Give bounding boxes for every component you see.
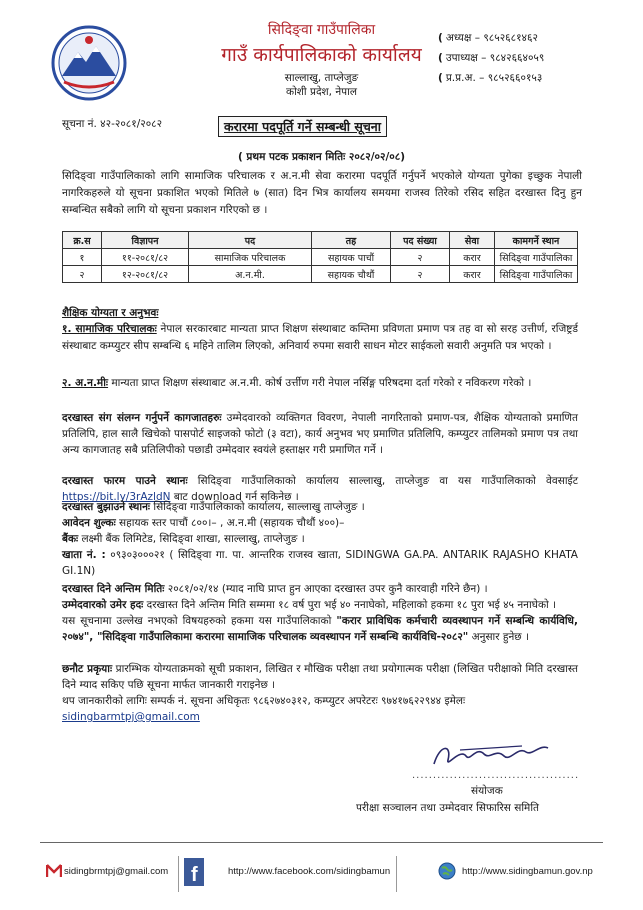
mail-icon bbox=[46, 864, 62, 878]
intro-paragraph: सिदिङ्वा गाउँपालिकाको लागि सामाजिक परिचालक र अ.न.मी सेवा करारमा पदपूर्ति गर्नुपर्ने भएकोले योग्यता पुगेका इच्छुक नेपाली नागरिकहरुले यो सूचना प्रकाशित भएको मितिले ७ (सात) दिन भित्र कार्यालय समयमा राजस्व तिरेको रसिद सहित दरखास्त दिनु हुन सम्बन्धित सबैको लागि यो सूचना प्रकाशन गरिएको छ । bbox=[62, 170, 582, 216]
cell: २ bbox=[391, 266, 450, 283]
footer-separator bbox=[178, 856, 179, 892]
account-number bbox=[62, 547, 578, 579]
cell: १ bbox=[63, 249, 102, 266]
submission-location bbox=[62, 499, 578, 515]
table-row bbox=[63, 266, 578, 283]
facebook-icon bbox=[184, 858, 204, 886]
col-level: तह bbox=[312, 232, 391, 249]
application-fee bbox=[62, 515, 578, 531]
notice-title: करारमा पदपूर्ति गर्ने सम्बन्धी सूचना bbox=[218, 116, 387, 137]
col-sn: क्र.स bbox=[63, 232, 102, 249]
docs-text: उम्मेदवारको व्यक्तिगत विवरण, नेपाली नागरिताको प्रमाण-पत्र, शैक्षिक योग्यताको प्रमाणित प्रतिलिपि, हाल सालै खिचेको पासपोर्ट साइजको फोटो (३ वटा), कार्य अनुभव भए प्रमाणित प्रतिलिपि, कम्प्युटर तालिमको प्रमाण पत्र तथा अन्य कागजातह सबै प्रतिलिपीको पछाडी उम्मेदवार स्वयंले हस्ताक्षर गरी प्रमाणित गर्ने । bbox=[62, 412, 579, 456]
bank-label: बैंकः bbox=[62, 533, 79, 545]
docs-label: दरखास्त संग संलग्न गर्नुपर्ने कागजातहरुः bbox=[62, 412, 222, 424]
cell: सहायक चौथौं bbox=[312, 266, 391, 283]
contact-email-row bbox=[62, 709, 578, 725]
service-rule bbox=[62, 613, 578, 645]
footer-separator bbox=[396, 856, 397, 892]
cell: १२-२०८१/८२ bbox=[102, 266, 189, 283]
fee-text: सहायक स्तर पाचौं ८००।– , अ.न.मी (सहायक चौथौं ४००)– bbox=[119, 517, 345, 529]
publication-date: ( प्रथम पटक प्रकाशन मितिः २०८२/०२/०८) bbox=[237, 151, 406, 163]
qualification-label: १. सामाजिक परिचालकः bbox=[62, 323, 157, 335]
selection-label: छनौट प्रकृयाः bbox=[62, 663, 113, 675]
office-name: गाउँ कार्यपालिकाको कार्यालय bbox=[221, 44, 422, 66]
contact-email-link[interactable]: sidingbarmtpj@gmail.com bbox=[62, 711, 200, 723]
qualification-text: नेपाल सरकारबाट मान्यता प्राप्त शिक्षण संस्थाबाट कम्तिमा प्रविणता प्रमाण पत्र तह वा सो सरह उत्तीर्ण, रजिष्ट्रर्ड संस्थाबाट कम्प्युटर सीप सम्बन्धि ६ महिने तालिम लिएको, अनिवार्य रुपमा सवारी साधन मोटर साईकलो सवारी अनुमति पत्र भएको । bbox=[62, 323, 579, 352]
col-advert: विज्ञापन bbox=[102, 232, 189, 249]
qualification-item bbox=[62, 375, 578, 392]
col-service: सेवा bbox=[450, 232, 495, 249]
footer-divider bbox=[40, 842, 603, 843]
qualification-label: २. अ.न.मीः bbox=[62, 377, 109, 389]
col-count: पद संख्या bbox=[391, 232, 450, 249]
account-label: खाता नं. : bbox=[62, 549, 106, 561]
cell: करार bbox=[450, 266, 495, 283]
age-label: उम्मेदवारको उमेर हदः bbox=[62, 599, 144, 611]
age-limit bbox=[62, 597, 578, 613]
deadline-label: दरखास्त दिने अन्तिम मितिः bbox=[62, 583, 165, 595]
vacancy-table bbox=[62, 231, 578, 283]
table-header-row bbox=[63, 232, 578, 249]
enquiry-label: दरखास्त बुझाउने स्थानः bbox=[62, 501, 151, 513]
selection-text: प्रारम्भिक योग्यताक्रमको सूची प्रकाशन, लिखित र मौखिक परीक्षा तथा प्रयोगात्मक परीक्षा (लिखित परीक्षाको मिति दरखास्त दिने म्याद सकिए पछि सूचना मार्फत जानकारी गराइनेछ । bbox=[62, 663, 578, 691]
contact-list bbox=[438, 28, 544, 88]
deadline-text: २०८१/०२/१४ (म्याद नाघि प्राप्त हुन आएका दरखास्त उपर कुनै कारवाही गरिने छैन) । bbox=[167, 583, 488, 595]
age-text: दरखास्त दिने अन्तिम मिति सम्ममा १८ वर्ष पुरा भई ४० ननाघेको, महिलाको हकमा १८ पुरा भई ४५ ननाघेको । bbox=[146, 599, 557, 611]
table-row bbox=[63, 249, 578, 266]
signature-line: ........................................ bbox=[412, 770, 580, 781]
deadline bbox=[62, 581, 578, 597]
cell: करार bbox=[450, 249, 495, 266]
service-rule-procedure: "करार प्राविधिक कर्मचारी व्यवस्थापन गर्ने सम्बन्धि कार्यविधि, २०७४", "सिदिङ्वा गाउँपालिकामा करारमा सामाजिक परिचालक व्यवस्थापन गर्ने सम्बन्धि कार्यविधि-२०८२" bbox=[62, 615, 579, 643]
org-header bbox=[0, 20, 643, 99]
coordinator-title: संयोजक bbox=[471, 785, 503, 797]
fee-label: आवेदन शुल्कः bbox=[62, 517, 116, 529]
form-label: दरखास्त फारम पाउने स्थानः bbox=[62, 475, 188, 487]
bank-info bbox=[62, 531, 578, 547]
footer-facebook-link[interactable]: http://www.facebook.com/sidingbamun bbox=[228, 866, 391, 877]
col-location: कामगर्ने स्थान bbox=[495, 232, 578, 249]
committee-name: परीक्षा सञ्चालन तथा उम्मेदवार सिफारिस समिति bbox=[356, 802, 540, 814]
address-line-1: साल्लाखु, ताप्लेजुङ bbox=[284, 72, 359, 84]
service-rule-suffix: अनुसार हुनेछ । bbox=[471, 631, 529, 643]
form-download-link[interactable]: https://bit.ly/3rAzldN bbox=[62, 491, 171, 503]
bank-text: लक्ष्मी बैंक लिमिटेड, सिदिङ्वा शाखा, साल्लाखु, ताप्लेजुङ । bbox=[81, 533, 305, 545]
qualification-text: मान्यता प्राप्त शिक्षण संस्थाबाट अ.न.मी. कोर्ष उर्त्तीण गरी नेपाल नर्सिङ्ग परिषदमा दर्ता गरेको र नविकरण गरेको । bbox=[111, 377, 532, 389]
cell: सिदिङ्वा गाउँपालिका bbox=[495, 266, 578, 283]
municipality-name: सिदिङ्वा गाउँपालिका bbox=[267, 22, 376, 38]
service-rule-text: यस सूचनामा उल्लेख नभएको विषयहरुको हकमा यस गाउँपालिकाको bbox=[62, 615, 332, 627]
contact-info: थप जानकारीको लागिः सम्पर्क नं. सूचना अधिकृतः ९८६२७४०३१२, कम्प्युटर अपरेटरः ९७४१७६२२९४४ इमेलः bbox=[62, 695, 466, 707]
cell: सहायक पाचौं bbox=[312, 249, 391, 266]
qualification-item bbox=[62, 321, 578, 355]
cell: २ bbox=[391, 249, 450, 266]
form-suffix: बाट download गर्न सकिनेछ । bbox=[173, 491, 299, 503]
form-text: सिदिङ्वा गाउँपालिकाको कार्यालय साल्लाखु, ताप्लेजुङ वा यस गाउँपालिकाको वेवसाईट bbox=[197, 475, 578, 487]
cell: ११-२०८१/८२ bbox=[102, 249, 189, 266]
address-line-2: कोशी प्रदेश, नेपाल bbox=[286, 86, 357, 98]
account-text: ०९३०३०००२१ ( सिदिङ्वा गा. पा. आन्तरिक राजस्व खाता, SIDINGWA GA.PA. ANTARIK RAJASHO KHATA GI.1N) bbox=[62, 549, 578, 577]
globe-icon bbox=[438, 862, 456, 880]
notice-number: सूचना नं. ४२-२०८१/२०८२ bbox=[62, 118, 163, 130]
cell: २ bbox=[63, 266, 102, 283]
footer-website-link[interactable]: http://www.sidingbamun.gov.np bbox=[462, 866, 593, 877]
contact-chair: ( अध्यक्ष – ९८५२६८१४६२ bbox=[438, 32, 538, 44]
enquiry-text: सिदिङ्वा गाउँपालिकाको कार्यालय, साल्लाखु ताप्लेजुङ । bbox=[153, 501, 365, 513]
cell: अ.न.मी. bbox=[189, 266, 312, 283]
qualification-heading: शैक्षिक योग्यता र अनुभवः bbox=[62, 307, 159, 319]
required-documents bbox=[62, 410, 578, 458]
svg-text:f: f bbox=[191, 864, 198, 886]
handwritten-signature bbox=[430, 738, 560, 772]
contact-vice-chair: ( उपाध्यक्ष – ९८४२६६४०५९ bbox=[438, 52, 545, 64]
selection-process bbox=[62, 661, 578, 693]
cell: सिदिङ्वा गाउँपालिका bbox=[495, 249, 578, 266]
contact-cao: ( प्र.प्र.अ. – ९८५२६६०१५३ bbox=[438, 72, 543, 84]
col-post: पद bbox=[189, 232, 312, 249]
footer-email-link[interactable]: sidingbrmtpj@gmail.com bbox=[64, 866, 169, 877]
cell: सामाजिक परिचालक bbox=[189, 249, 312, 266]
